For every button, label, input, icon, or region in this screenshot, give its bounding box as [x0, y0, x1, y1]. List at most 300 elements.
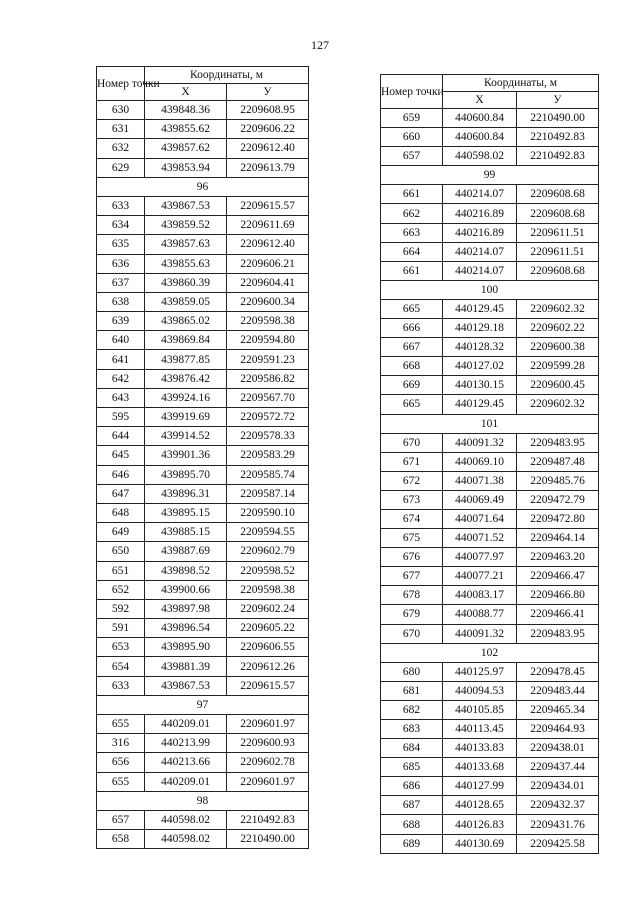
x-coordinate-cell: 439848.36: [145, 101, 227, 120]
point-number-cell: 650: [97, 542, 145, 561]
x-coordinate-cell: 439914.52: [145, 427, 227, 446]
y-coordinate-cell: 2209606.22: [227, 120, 309, 139]
point-number-cell: 648: [97, 503, 145, 522]
coordinates-table-right: [380, 74, 599, 854]
table-row: [97, 676, 309, 695]
y-coordinate-cell: 2209594.80: [227, 331, 309, 350]
point-number-cell: 677: [381, 567, 443, 586]
table-row: [381, 147, 599, 166]
coordinates-header: Координаты, м: [145, 67, 309, 84]
point-number-cell: 649: [97, 523, 145, 542]
y-coordinate-cell: 2209615.57: [227, 676, 309, 695]
table-row: [381, 758, 599, 777]
table-row: [381, 720, 599, 739]
y-coordinate-cell: 2209608.68: [517, 185, 599, 204]
point-number-cell: 678: [381, 586, 443, 605]
y-coordinate-cell: 2210492.83: [517, 128, 599, 147]
y-coordinate-cell: 2209612.40: [227, 139, 309, 158]
point-number-cell: 686: [381, 777, 443, 796]
y-coordinate-cell: 2209602.79: [227, 542, 309, 561]
table-row: [97, 484, 309, 503]
x-coordinate-cell: 439895.90: [145, 638, 227, 657]
point-number-cell: 655: [97, 772, 145, 791]
x-coordinate-cell: 439895.70: [145, 465, 227, 484]
x-header: X: [145, 84, 227, 101]
x-coordinate-cell: 440127.02: [443, 357, 517, 376]
point-number-cell: 655: [97, 715, 145, 734]
y-coordinate-cell: 2210490.00: [517, 109, 599, 128]
y-coordinate-cell: 2209472.80: [517, 509, 599, 528]
x-coordinate-cell: 440071.64: [443, 509, 517, 528]
section-label: 99: [381, 166, 599, 185]
y-coordinate-cell: 2209578.33: [227, 427, 309, 446]
point-number-cell: 667: [381, 338, 443, 357]
y-coordinate-cell: 2209483.44: [517, 681, 599, 700]
y-header: У: [227, 84, 309, 101]
y-coordinate-cell: 2209601.97: [227, 715, 309, 734]
table-row: [381, 796, 599, 815]
y-coordinate-cell: 2209612.26: [227, 657, 309, 676]
table-row: [97, 542, 309, 561]
x-coordinate-cell: 440128.65: [443, 796, 517, 815]
x-coordinate-cell: 439885.15: [145, 523, 227, 542]
x-coordinate-cell: 439859.05: [145, 292, 227, 311]
y-coordinate-cell: 2210492.83: [227, 810, 309, 829]
y-coordinate-cell: 2209586.82: [227, 369, 309, 388]
table-row: [381, 357, 599, 376]
x-coordinate-cell: 440209.01: [145, 715, 227, 734]
table-row: [381, 204, 599, 223]
x-coordinate-cell: 440127.99: [443, 777, 517, 796]
table-row: [381, 586, 599, 605]
section-row: [381, 643, 599, 662]
y-coordinate-cell: 2209600.93: [227, 734, 309, 753]
point-number-cell: 629: [97, 158, 145, 177]
point-number-cell: 662: [381, 204, 443, 223]
x-coordinate-cell: 440077.21: [443, 567, 517, 586]
point-number-cell: 635: [97, 235, 145, 254]
y-coordinate-cell: 2209487.48: [517, 452, 599, 471]
table-row: [97, 427, 309, 446]
point-number-cell: 672: [381, 471, 443, 490]
point-number-cell: 687: [381, 796, 443, 815]
table-row: [381, 548, 599, 567]
y-coordinate-cell: 2209466.47: [517, 567, 599, 586]
table-row: [381, 662, 599, 681]
table-row: [381, 433, 599, 452]
y-coordinate-cell: 2209598.38: [227, 312, 309, 331]
x-coordinate-cell: 439895.15: [145, 503, 227, 522]
y-coordinate-cell: 2209466.80: [517, 586, 599, 605]
table-row: [97, 753, 309, 772]
x-coordinate-cell: 440069.10: [443, 452, 517, 471]
coordinates-table-left: [96, 66, 309, 849]
table-row: [381, 605, 599, 624]
table-row: [97, 446, 309, 465]
y-coordinate-cell: 2209466.41: [517, 605, 599, 624]
table-row: [381, 777, 599, 796]
point-number-cell: 636: [97, 254, 145, 273]
table-row: [97, 408, 309, 427]
x-coordinate-cell: 440216.89: [443, 204, 517, 223]
x-coordinate-cell: 440130.69: [443, 834, 517, 853]
section-row: [381, 166, 599, 185]
point-number-cell: 671: [381, 452, 443, 471]
point-number-cell: 680: [381, 662, 443, 681]
x-coordinate-cell: 440598.02: [145, 830, 227, 849]
x-coordinate-cell: 439855.62: [145, 120, 227, 139]
table-row: [97, 830, 309, 849]
y-coordinate-cell: 2209613.79: [227, 158, 309, 177]
x-coordinate-cell: 440213.99: [145, 734, 227, 753]
x-coordinate-cell: 440091.32: [443, 433, 517, 452]
y-coordinate-cell: 2209606.21: [227, 254, 309, 273]
point-number-cell: 668: [381, 357, 443, 376]
table-row: [97, 292, 309, 311]
table-row: [97, 196, 309, 215]
x-coordinate-cell: 439924.16: [145, 388, 227, 407]
point-number-cell: 676: [381, 548, 443, 567]
table-row: [97, 350, 309, 369]
y-coordinate-cell: 2209598.52: [227, 561, 309, 580]
table-row: [97, 120, 309, 139]
x-coordinate-cell: 440126.83: [443, 815, 517, 834]
y-coordinate-cell: 2210492.83: [517, 147, 599, 166]
x-coordinate-cell: 440125.97: [443, 662, 517, 681]
x-coordinate-cell: 439897.98: [145, 599, 227, 618]
x-coordinate-cell: 439860.39: [145, 273, 227, 292]
table-row: [97, 734, 309, 753]
point-number-cell: 638: [97, 292, 145, 311]
page-number: 127: [311, 38, 329, 52]
x-coordinate-cell: 439859.52: [145, 216, 227, 235]
x-coordinate-cell: 439919.69: [145, 408, 227, 427]
y-coordinate-cell: 2209602.78: [227, 753, 309, 772]
point-number-cell: 688: [381, 815, 443, 834]
y-coordinate-cell: 2209483.95: [517, 624, 599, 643]
x-coordinate-cell: 439877.85: [145, 350, 227, 369]
point-number-cell: 665: [381, 395, 443, 414]
y-coordinate-cell: 2209600.38: [517, 338, 599, 357]
point-number-cell: 674: [381, 509, 443, 528]
y-coordinate-cell: 2209611.51: [517, 223, 599, 242]
y-coordinate-cell: 2209465.34: [517, 700, 599, 719]
table-row: [381, 452, 599, 471]
point-number-cell: 669: [381, 376, 443, 395]
point-number-cell: 316: [97, 734, 145, 753]
point-number-cell: 679: [381, 605, 443, 624]
x-coordinate-cell: 440128.32: [443, 338, 517, 357]
table-row: [97, 139, 309, 158]
x-coordinate-cell: 439855.63: [145, 254, 227, 273]
point-number-cell: 657: [381, 147, 443, 166]
table-row: [97, 638, 309, 657]
point-number-cell: 642: [97, 369, 145, 388]
y-coordinate-cell: 2209567.70: [227, 388, 309, 407]
y-coordinate-cell: 2209587.14: [227, 484, 309, 503]
table-row: [97, 599, 309, 618]
section-row: [381, 280, 599, 299]
table-row: [97, 158, 309, 177]
point-number-cell: 651: [97, 561, 145, 580]
y-coordinate-cell: 2209611.69: [227, 216, 309, 235]
point-number-cell: 666: [381, 319, 443, 338]
point-number-cell: 685: [381, 758, 443, 777]
table-row: [97, 312, 309, 331]
y-coordinate-cell: 2209601.97: [227, 772, 309, 791]
x-coordinate-cell: 440113.45: [443, 720, 517, 739]
point-number-cell: 657: [97, 810, 145, 829]
section-label: 96: [97, 177, 309, 196]
x-coordinate-cell: 440094.53: [443, 681, 517, 700]
x-coordinate-cell: 440213.66: [145, 753, 227, 772]
y-coordinate-cell: 2209608.68: [517, 204, 599, 223]
table-row: [381, 624, 599, 643]
x-coordinate-cell: 439853.94: [145, 158, 227, 177]
table-row: [97, 810, 309, 829]
point-number-cell: 639: [97, 312, 145, 331]
y-coordinate-cell: 2209602.32: [517, 395, 599, 414]
table-row: [381, 739, 599, 758]
point-number-header: Номер точки: [381, 75, 443, 109]
y-coordinate-cell: 2209594.55: [227, 523, 309, 542]
section-label: 100: [381, 280, 599, 299]
y-coordinate-cell: 2209598.38: [227, 580, 309, 599]
point-number-cell: 646: [97, 465, 145, 484]
x-coordinate-cell: 440133.83: [443, 739, 517, 758]
table-row: [97, 331, 309, 350]
y-coordinate-cell: 2209464.93: [517, 720, 599, 739]
x-coordinate-cell: 440069.49: [443, 490, 517, 509]
x-coordinate-cell: 440216.89: [443, 223, 517, 242]
x-coordinate-cell: 439865.02: [145, 312, 227, 331]
point-number-cell: 661: [381, 185, 443, 204]
table-row: [381, 338, 599, 357]
y-coordinate-cell: 2209605.22: [227, 619, 309, 638]
point-number-cell: 684: [381, 739, 443, 758]
table-row: [97, 619, 309, 638]
table-row: [97, 216, 309, 235]
x-coordinate-cell: 440214.07: [443, 242, 517, 261]
section-row: [97, 177, 309, 196]
table-row: [381, 700, 599, 719]
point-number-cell: 654: [97, 657, 145, 676]
y-coordinate-cell: 2209583.29: [227, 446, 309, 465]
table-row: [97, 715, 309, 734]
y-coordinate-cell: 2209464.14: [517, 529, 599, 548]
y-coordinate-cell: 2209608.95: [227, 101, 309, 120]
table-row: [381, 223, 599, 242]
x-coordinate-cell: 440088.77: [443, 605, 517, 624]
x-coordinate-cell: 440071.38: [443, 471, 517, 490]
point-number-cell: 658: [97, 830, 145, 849]
x-coordinate-cell: 440600.84: [443, 128, 517, 147]
point-number-header: Номер точки: [97, 67, 145, 101]
table-row: [97, 273, 309, 292]
section-label: 101: [381, 414, 599, 433]
point-number-cell: 670: [381, 433, 443, 452]
y-coordinate-cell: 2209600.45: [517, 376, 599, 395]
table-row: [381, 299, 599, 318]
point-number-cell: 663: [381, 223, 443, 242]
point-number-cell: 661: [381, 261, 443, 280]
table-row: [381, 834, 599, 853]
x-coordinate-cell: 440214.07: [443, 185, 517, 204]
table-row: [97, 503, 309, 522]
x-coordinate-cell: 440130.15: [443, 376, 517, 395]
point-number-cell: 634: [97, 216, 145, 235]
y-coordinate-cell: 2209431.76: [517, 815, 599, 834]
point-number-cell: 683: [381, 720, 443, 739]
point-number-cell: 641: [97, 350, 145, 369]
x-coordinate-cell: 440598.02: [443, 147, 517, 166]
table-row: [381, 109, 599, 128]
table-row: [97, 235, 309, 254]
x-coordinate-cell: 440214.07: [443, 261, 517, 280]
table-row: [97, 580, 309, 599]
x-coordinate-cell: 440209.01: [145, 772, 227, 791]
point-number-cell: 670: [381, 624, 443, 643]
point-number-cell: 664: [381, 242, 443, 261]
y-coordinate-cell: 2209585.74: [227, 465, 309, 484]
table-row: [381, 490, 599, 509]
section-row: [97, 791, 309, 810]
y-coordinate-cell: 2209572.72: [227, 408, 309, 427]
section-label: 102: [381, 643, 599, 662]
y-coordinate-cell: 2209606.55: [227, 638, 309, 657]
section-row: [97, 695, 309, 714]
table-row: [381, 395, 599, 414]
coordinates-header: Координаты, м: [443, 75, 599, 92]
y-coordinate-cell: 2209438.01: [517, 739, 599, 758]
point-number-cell: 689: [381, 834, 443, 853]
table-row: [381, 376, 599, 395]
y-coordinate-cell: 2209602.32: [517, 299, 599, 318]
point-number-cell: 665: [381, 299, 443, 318]
x-coordinate-cell: 440083.17: [443, 586, 517, 605]
y-coordinate-cell: 2209600.34: [227, 292, 309, 311]
point-number-cell: 647: [97, 484, 145, 503]
table-row: [97, 561, 309, 580]
x-coordinate-cell: 440091.32: [443, 624, 517, 643]
y-coordinate-cell: 2209599.28: [517, 357, 599, 376]
point-number-cell: 632: [97, 139, 145, 158]
table-row: [381, 529, 599, 548]
x-coordinate-cell: 440598.02: [145, 810, 227, 829]
table-row: [97, 465, 309, 484]
y-coordinate-cell: 2209612.40: [227, 235, 309, 254]
point-number-cell: 682: [381, 700, 443, 719]
table-row: [381, 509, 599, 528]
point-number-cell: 630: [97, 101, 145, 120]
point-number-cell: 633: [97, 676, 145, 695]
point-number-cell: 633: [97, 196, 145, 215]
table-row: [97, 388, 309, 407]
table-row: [97, 101, 309, 120]
point-number-cell: 652: [97, 580, 145, 599]
table-row: [381, 471, 599, 490]
point-number-cell: 644: [97, 427, 145, 446]
point-number-cell: 631: [97, 120, 145, 139]
table-row: [381, 242, 599, 261]
y-coordinate-cell: 2209602.22: [517, 319, 599, 338]
point-number-cell: 637: [97, 273, 145, 292]
point-number-cell: 660: [381, 128, 443, 147]
y-coordinate-cell: 2209611.51: [517, 242, 599, 261]
point-number-cell: 681: [381, 681, 443, 700]
y-coordinate-cell: 2209485.76: [517, 471, 599, 490]
x-coordinate-cell: 439881.39: [145, 657, 227, 676]
x-coordinate-cell: 439898.52: [145, 561, 227, 580]
table-row: [381, 185, 599, 204]
x-coordinate-cell: 440105.85: [443, 700, 517, 719]
x-coordinate-cell: 440129.45: [443, 299, 517, 318]
point-number-cell: 673: [381, 490, 443, 509]
x-coordinate-cell: 439896.31: [145, 484, 227, 503]
point-number-cell: 659: [381, 109, 443, 128]
point-number-cell: 592: [97, 599, 145, 618]
table-row: [381, 128, 599, 147]
x-coordinate-cell: 439867.53: [145, 676, 227, 695]
x-coordinate-cell: 439901.36: [145, 446, 227, 465]
x-coordinate-cell: 439867.53: [145, 196, 227, 215]
y-header: У: [517, 92, 599, 109]
table-row: [381, 567, 599, 586]
table-row: [97, 523, 309, 542]
table-row: [97, 657, 309, 676]
y-coordinate-cell: 2209478.45: [517, 662, 599, 681]
point-number-cell: 643: [97, 388, 145, 407]
table-row: [381, 681, 599, 700]
section-label: 97: [97, 695, 309, 714]
y-coordinate-cell: 2209602.24: [227, 599, 309, 618]
x-coordinate-cell: 440129.18: [443, 319, 517, 338]
point-number-cell: 656: [97, 753, 145, 772]
table-row: [97, 369, 309, 388]
x-coordinate-cell: 439857.63: [145, 235, 227, 254]
y-coordinate-cell: 2209591.23: [227, 350, 309, 369]
point-number-cell: 591: [97, 619, 145, 638]
y-coordinate-cell: 2209463.20: [517, 548, 599, 567]
y-coordinate-cell: 2209604.41: [227, 273, 309, 292]
y-coordinate-cell: 2209425.58: [517, 834, 599, 853]
x-coordinate-cell: 440600.84: [443, 109, 517, 128]
x-coordinate-cell: 440077.97: [443, 548, 517, 567]
y-coordinate-cell: 2209432.37: [517, 796, 599, 815]
table-row: [97, 772, 309, 791]
table-row: [381, 261, 599, 280]
section-label: 98: [97, 791, 309, 810]
y-coordinate-cell: 2209590.10: [227, 503, 309, 522]
x-coordinate-cell: 440129.45: [443, 395, 517, 414]
x-coordinate-cell: 439900.66: [145, 580, 227, 599]
x-coordinate-cell: 439869.84: [145, 331, 227, 350]
y-coordinate-cell: 2209615.57: [227, 196, 309, 215]
x-coordinate-cell: 440133.68: [443, 758, 517, 777]
x-coordinate-cell: 439857.62: [145, 139, 227, 158]
y-coordinate-cell: 2209472.79: [517, 490, 599, 509]
x-header: X: [443, 92, 517, 109]
y-coordinate-cell: 2209437.44: [517, 758, 599, 777]
point-number-cell: 645: [97, 446, 145, 465]
y-coordinate-cell: 2210490.00: [227, 830, 309, 849]
x-coordinate-cell: 440071.52: [443, 529, 517, 548]
point-number-cell: 640: [97, 331, 145, 350]
point-number-cell: 653: [97, 638, 145, 657]
table-row: [381, 319, 599, 338]
point-number-cell: 675: [381, 529, 443, 548]
x-coordinate-cell: 439896.54: [145, 619, 227, 638]
